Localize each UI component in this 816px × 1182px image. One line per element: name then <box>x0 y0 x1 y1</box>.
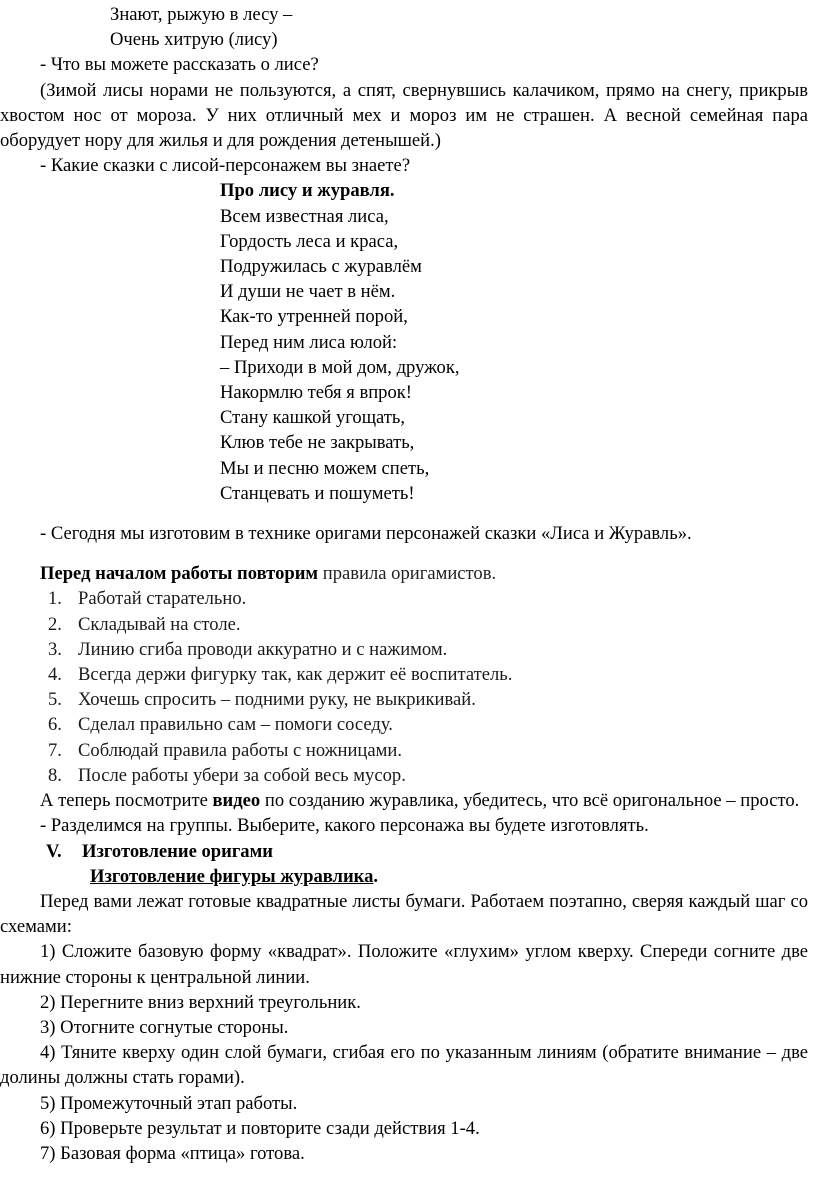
rule-item: 1. Работай старательно. <box>48 588 247 610</box>
poem-line: Мы и песню можем спеть, <box>220 457 430 479</box>
rule-item: 4. Всегда держи фигурку так, как держит её воспитатель. <box>48 664 513 686</box>
groups-statement: - Разделимся на группы. Выберите, какого персонажа вы будете изготовлять. <box>40 815 649 837</box>
step-item: 7) Базовая форма «птица» готова. <box>40 1142 305 1164</box>
question-fox: - Что вы можете рассказать о лисе? <box>40 54 319 76</box>
poem-line: И души не чает в нём. <box>220 281 396 303</box>
document-page <box>0 2 812 1166</box>
section-subheading: Изготовление фигуры журавлика. <box>90 865 379 887</box>
step-item: 4) Тяните кверху один слой бумаги, сгибая его по указанным линиям (обратите внимание – две долины должны стать горами). <box>0 1042 808 1089</box>
poem-line: – Приходи в мой дом, дружок, <box>220 356 460 378</box>
poem-line: Клюв тебе не закрывать, <box>220 432 415 454</box>
poem-line: Накормлю тебя я впрок! <box>220 382 412 404</box>
rule-item: 6. Сделал правильно сам – помоги соседу. <box>48 714 393 736</box>
poem-line: Стану кашкой угощать, <box>220 407 406 429</box>
poem-title: Про лису и журавля. <box>220 180 395 202</box>
section-heading: V. Изготовление оригами <box>46 840 273 862</box>
steps-intro: Перед вами лежат готовые квадратные листы бумаги. Работаем поэтапно, сверяя каждый шаг со схемами: <box>0 890 808 938</box>
step-item: 5) Промежуточный этап работы. <box>40 1092 298 1114</box>
rules-intro: Перед началом работы повторим правила оригамистов. <box>40 563 497 585</box>
poem-line: Перед ним лиса юлой: <box>220 331 398 353</box>
riddle-line-1: Знают, рыжую в лесу – <box>110 4 293 25</box>
poem-line: Гордость леса и краса, <box>220 230 399 252</box>
fox-answer-paragraph: (Зимой лисы норами не пользуются, а спят, свернувшись калачиком, прямо на снегу, прикрыв хвостом нос от мороза. У них отличный мех и мороз им не страшен. А весной семейная пара оборудует нору для жилья и для рождения детенышей.) <box>0 79 808 152</box>
step-item: 2) Перегните вниз верхний треугольник. <box>40 991 361 1013</box>
rule-item: 8. После работы убери за собой весь мусор. <box>48 764 406 786</box>
step-item: 1) Сложите базовую форму «квадрат». Положите «глухим» углом кверху. Спереди согните две нижние стороны к центральной линии. <box>0 941 808 988</box>
rule-item: 3. Линию сгиба проводи аккуратно и с нажимом. <box>48 638 448 660</box>
rule-item: 7. Соблюдай правила работы с ножницами. <box>48 739 402 761</box>
poem-line: Всем известная лиса, <box>220 205 389 227</box>
poem-line: Как-то утренней порой, <box>220 306 408 328</box>
video-paragraph: А теперь посмотрите видео по созданию журавлика, убедитесь, что всё оригональное – просто. <box>40 790 800 812</box>
riddle-line-2: Очень хитрую (лису) <box>110 29 278 51</box>
rule-item: 5. Хочешь спросить – подними руку, не выкрикивай. <box>48 689 476 711</box>
step-item: 6) Проверьте результат и повторите сзади действия 1-4. <box>40 1117 480 1139</box>
question-tales: - Какие сказки с лисой-персонажем вы знаете? <box>40 155 411 177</box>
poem-line: Станцевать и пошуметь! <box>220 482 415 504</box>
today-statement: - Сегодня мы изготовим в технике оригами персонажей сказки «Лиса и Журавль». <box>40 523 692 545</box>
poem-block <box>0 178 812 506</box>
rule-item: 2. Складывай на столе. <box>48 613 241 635</box>
poem-line: Подружилась с журавлём <box>220 256 422 278</box>
step-item: 3) Отогните согнутые стороны. <box>40 1016 289 1038</box>
